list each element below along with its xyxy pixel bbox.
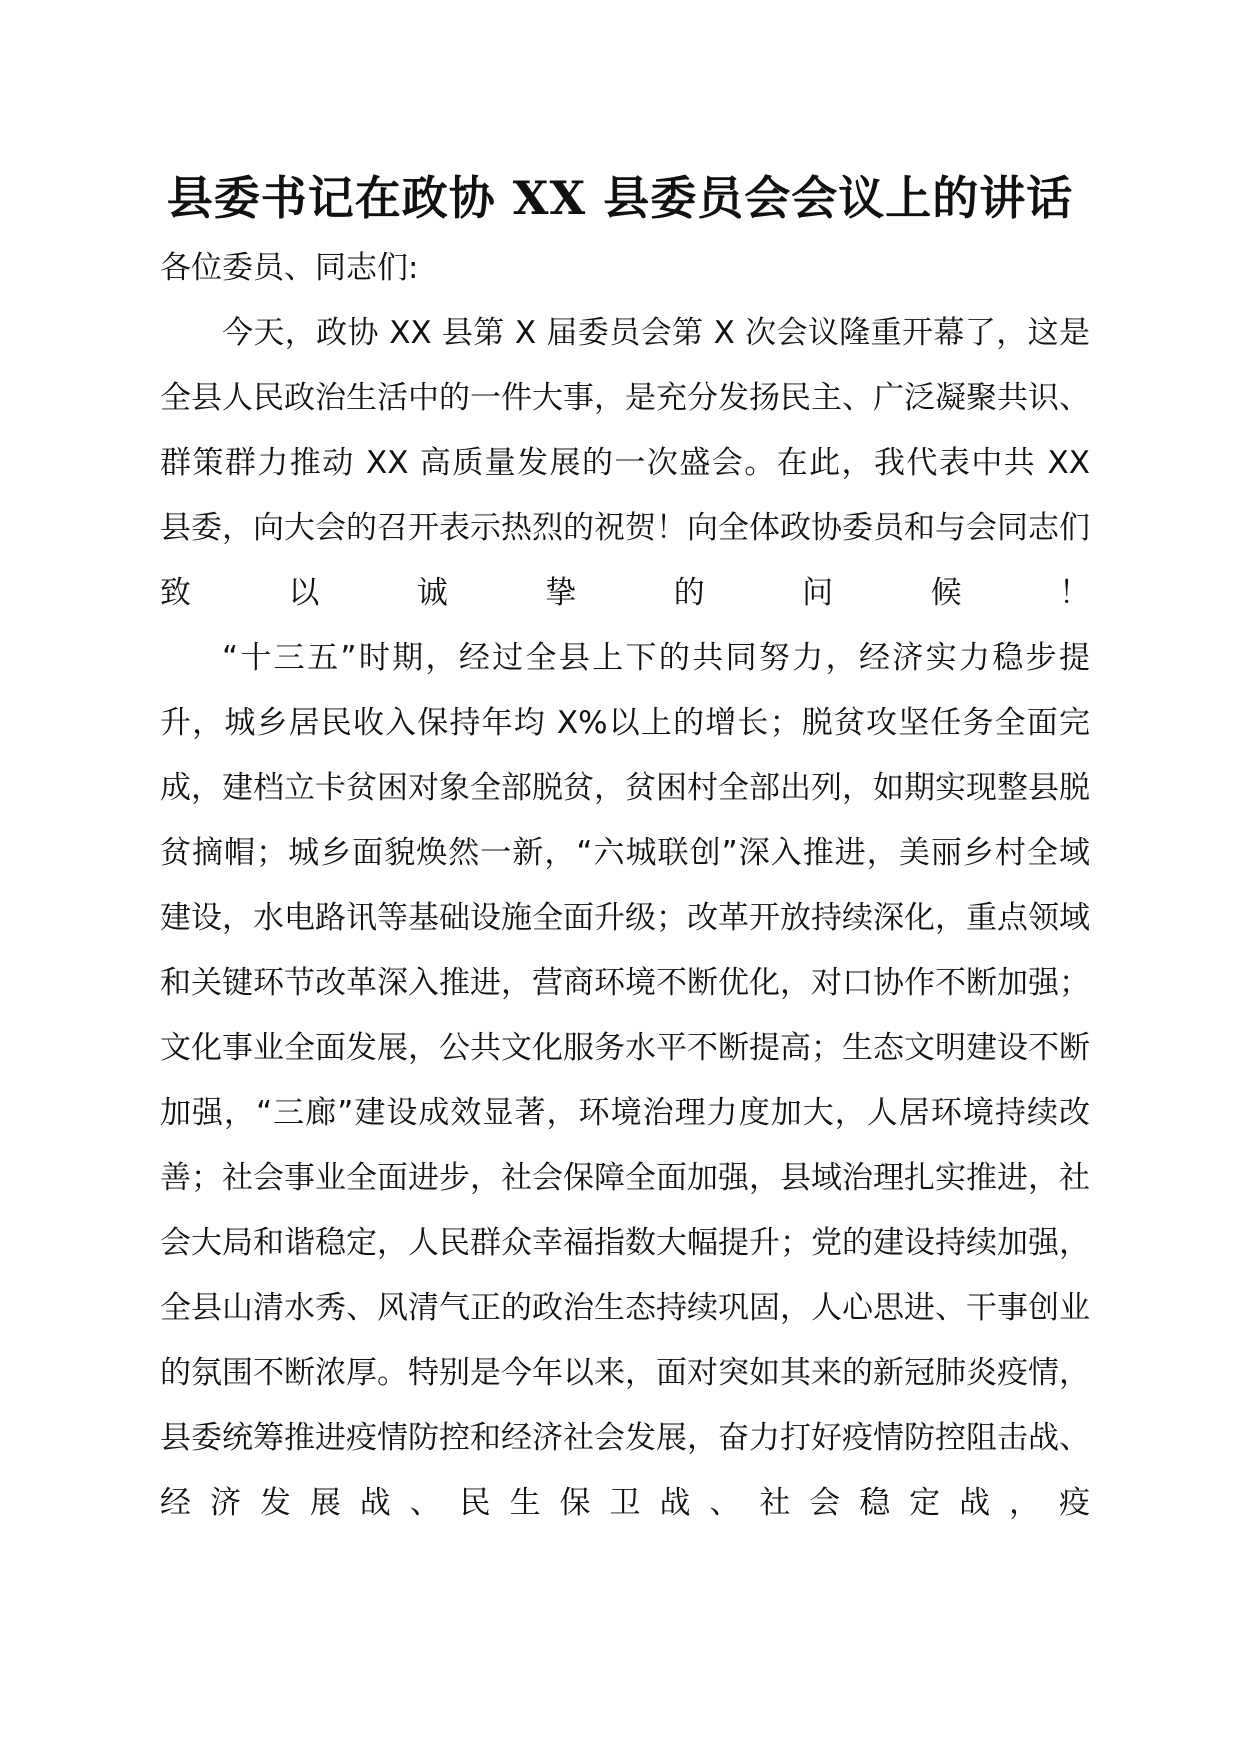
document-title: 县委书记在政协 XX 县委员会会议上的讲话 — [166, 171, 1074, 225]
paragraph-opening: 今天，政协 XX 县第 X 届委员会第 X 次会议隆重开幕了，这是全县人民政治生活中的一件大事，是充分发扬民主、广泛凝聚共识、群策群力推动 XX 高质量发展的一次盛会。在此，我代表中共 XX 县委，向大会的召开表示热烈的祝贺！向全体政协委员和与会同志们致以诚挚的问候！ — [160, 315, 1090, 611]
paragraph-achievements: “十三五”时期，经过全县上下的共同努力，经济实力稳步提升，城乡居民收入保持年均 X%以上的增长；脱贫攻坚任务全面完成，建档立卡贫困对象全部脱贫，贫困村全部出列，如期实现整县脱贫摘帽；城乡面貌焕然一新，“六城联创”深入推进，美丽乡村全域建设，水电路讯等基础设施全面升级；改革开放持续深化，重点领域和关键环节改革深入推进，营商环境不断优化，对口协作不断加强；文化事业全面发展，公共文化服务水平不断提高；生态文明建设不断加强，“三廊”建设成效显著，环境治理力度加大，人居环境持续改善；社会事业全面进步，社会保障全面加强，县域治理扎实推进，社会大局和谐稳定，人民群众幸福指数大幅提升；党的建设持续加强，全县山清水秀、风清气正的政治生态持续巩固，人心思进、干事创业的氛围不断浓厚。特别是今年以来，面对突如其来的新冠肺炎疫情，县委统筹推进疫情防控和经济社会发展，奋力打好疫情防控阻击战、经济发展战、民生保卫战、社会稳定战，疫 — [160, 640, 1090, 1521]
salutation: 各位委员、同志们: — [160, 250, 419, 286]
document-body — [160, 236, 1090, 1536]
